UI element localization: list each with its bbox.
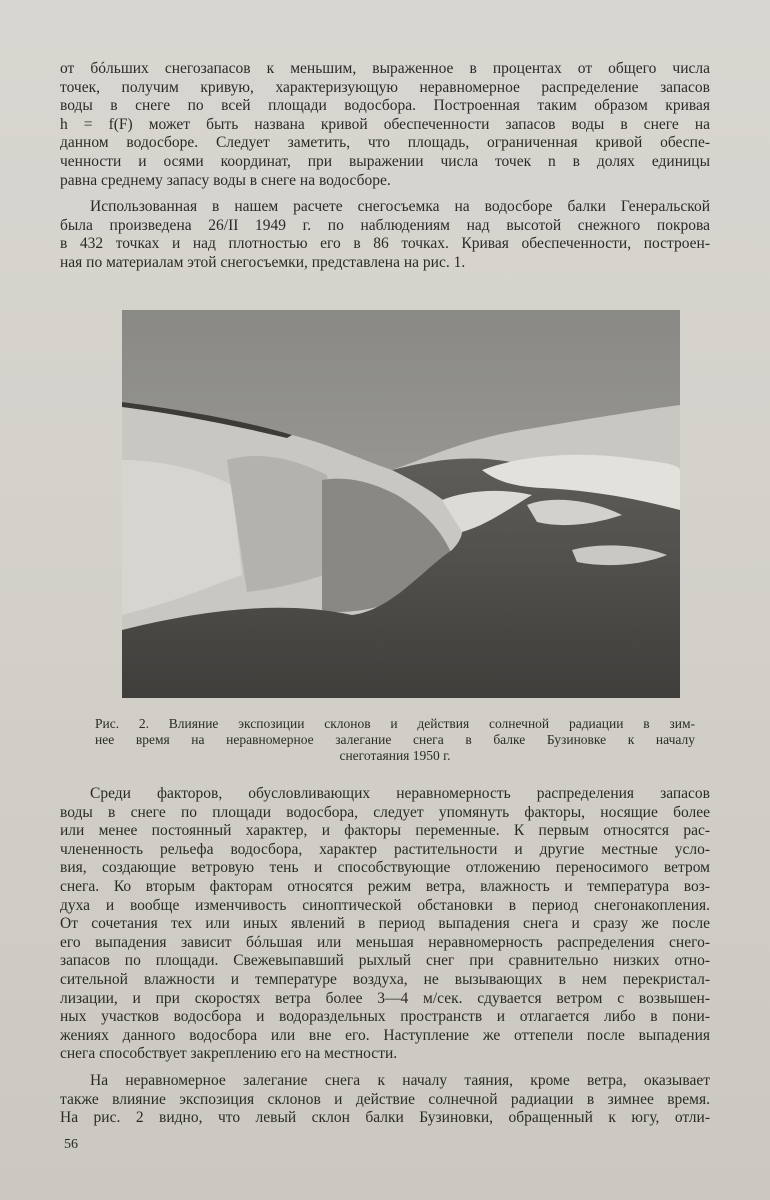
snow-ravine-photo (122, 310, 680, 698)
text-line: На неравномерное залегание снега к началу таяния, кроме ветра, оказывает (90, 1072, 710, 1089)
text-line: лизации, и при скоростях ветра более 3—4 м/сек. сдувается ветром с возвышен- (60, 989, 710, 1007)
text-line: ных участков водосбора и водораздельных пространств и отлагается либо в пони- (60, 1008, 710, 1026)
text-line: сительной влажности и температуре воздуха, не вызывающих в нем перекристал- (60, 970, 710, 988)
text-line: также влияние экспозиция склонов и действие солнечной радиации в зимнее время. (60, 1090, 710, 1108)
text-line: или менее постоянный характер, и факторы переменные. К первым относятся рас- (60, 822, 710, 840)
text-line: снега способствует закреплению его на местности. (60, 1045, 398, 1063)
text-line: в 432 точках и над плотностью его в 86 точках. Кривая обеспеченности, построен- (60, 235, 710, 253)
text-line: духа и вообще изменчивость синоптической обстановки в период снегонакопления. (60, 896, 710, 914)
text-line: h = f(F) может быть названа кривой обеспеченности запасов воды в снеге на (60, 115, 710, 133)
paragraph-1 (60, 60, 710, 190)
figure-caption (95, 716, 695, 764)
text-line: снега. Ко вторым факторам относятся режим ветра, влажность и температура воз- (60, 877, 710, 895)
text-line: ная по материалам этой снегосъемки, представлена на рис. 1. (60, 253, 466, 271)
text-line: его выпадения зависит бóльшая или меньшая неравномерность распределения снего- (60, 933, 710, 951)
page-number: 56 (64, 1137, 78, 1152)
paragraph-4 (60, 1072, 710, 1128)
paragraph-3 (60, 785, 710, 1064)
caption-line: нее время на неравномерное залегание снега в балке Бузиновке к началу (95, 732, 695, 747)
caption-line: снеготаяния 1950 г. (339, 748, 451, 763)
caption-line: Рис. 2. Влияние экспозиции склонов и действия солнечной радиации в зим- (95, 716, 695, 731)
text-line: Среди факторов, обусловливающих неравномерность распределения запасов (90, 785, 710, 802)
text-line: вия, создающие ветровую тень и способствующие отложению переносимого ветром (60, 859, 710, 877)
text-line: члененность рельефа водосбора, характер растительности и другие местные усло- (60, 840, 710, 858)
text-line: ченности и осями координат, при выражении числа точек n в долях единицы (60, 152, 710, 170)
photo-illustration (122, 310, 680, 698)
text-line: жениях данного водосбора или вне его. Наступление же оттепели после выпадения (60, 1026, 710, 1044)
text-line: От сочетания тех или иных явлений в период выпадения снега и сразу же после (60, 915, 710, 933)
paragraph-2 (60, 198, 710, 272)
text-line: данном водосборе. Следует заметить, что площадь, ограниченная кривой обеспе- (60, 134, 710, 152)
text-line: На рис. 2 видно, что левый склон балки Бузиновки, обращенный к югу, отли- (60, 1109, 710, 1127)
text-line: Использованная в нашем расчете снегосъемка на водосборе балки Генеральской (90, 198, 710, 215)
text-line: воды в снеге по всей площади водосбора. Построенная таким образом кривая (60, 97, 710, 115)
text-line: была произведена 26/II 1949 г. по наблюдениям над высотой снежного покрова (60, 216, 710, 234)
text-line: точек, получим кривую, характеризующую неравномерное распределение запасов (60, 78, 710, 96)
text-line: запасов по площади. Свежевыпавший рыхлый снег при сравнительно низких отно- (60, 952, 710, 970)
text-line: от бóльших снегозапасов к меньшим, выраженное в процентах от общего числа (60, 60, 710, 77)
text-line: воды в снеге по площади водосбора, следует упомянуть факторы, носящие более (60, 803, 710, 821)
text-line: равна среднему запасу воды в снеге на водосборе. (60, 171, 391, 189)
